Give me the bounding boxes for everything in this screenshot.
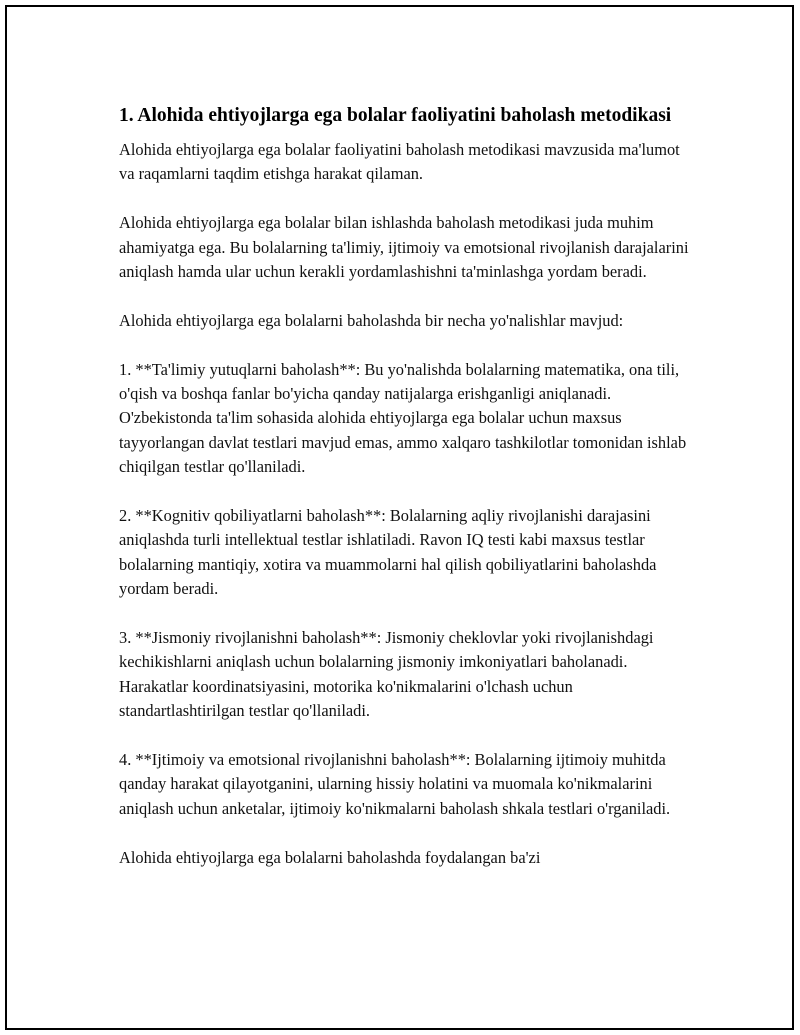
page-frame bbox=[5, 5, 794, 1030]
importance-paragraph: Alohida ehtiyojlarga ega bolalar bilan ishlashda baholash metodikasi juda muhim ahamiyatga ega. Bu bolalarning ta'limiy, ijtimoiy va emotsional rivojlanish darajalarini aniqlash hamda ular uchun kerakli yordamlashishni ta'minlashga yordam beradi. bbox=[119, 213, 689, 282]
item-academic-paragraph: 1. **Ta'limiy yutuqlarni baholash**: Bu yo'nalishda bolalarning matematika, ona tili, o'qish va boshqa fanlar bo'yicha qanday natijalarga erishganligi aniqlanadi. O'zbekistonda ta'lim sohasida alohida ehtiyojlarga ega bolalar uchun maxsus tayyorlangan davlat testlari mavjud emas, ammo xalqaro tashkilotlar tomonidan ishlab chiqilgan testlar qo'llaniladi. bbox=[119, 359, 687, 477]
section-heading: 1. Alohida ehtiyojlarga ega bolalar faoliyatini baholash metodikasi bbox=[119, 105, 672, 126]
document-body bbox=[119, 102, 689, 870]
intro-paragraph: Alohida ehtiyojlarga ega bolalar faoliyatini baholash metodikasi mavzusida ma'lumot va raqamlarni taqdim etishga harakat qilaman. bbox=[119, 140, 680, 184]
item-social-emotional-paragraph: 4. **Ijtimoiy va emotsional rivojlanishni baholash**: Bolalarning ijtimoiy muhitda qanday harakat qilayotganini, ularning hissiy holatini va muomala ko'nikmalarini aniqlash uchun anketalar, ijtimoiy ko'nikmalarni baholash shkala testlari o'rganiladi. bbox=[119, 750, 671, 818]
directions-paragraph: Alohida ehtiyojlarga ega bolalarni baholashda bir necha yo'nalishlar mavjud: bbox=[119, 310, 624, 330]
closing-paragraph: Alohida ehtiyojlarga ega bolalarni baholashda foydalangan ba'zi bbox=[119, 847, 541, 867]
item-physical-paragraph: 3. **Jismoniy rivojlanishni baholash**: Jismoniy cheklovlar yoki rivojlanishdagi kechikishlarni aniqlash uchun bolalarning jismoniy imkoniyatlari baholanadi. Harakatlar koordinatsiyasini, motorika ko'nikmalarini o'lchash uchun standartlashtirilgan testlar qo'llaniladi. bbox=[119, 628, 654, 721]
item-cognitive-paragraph: 2. **Kognitiv qobiliyatlarni baholash**: Bolalarning aqliy rivojlanishi darajasini aniqlashda turli intellektual testlar ishlatiladi. Ravon IQ testi kabi maxsus testlar bolalarning mantiqiy, xotira va muammolarni hal qilish qobiliyatlarini baholashda yordam beradi. bbox=[119, 506, 657, 599]
